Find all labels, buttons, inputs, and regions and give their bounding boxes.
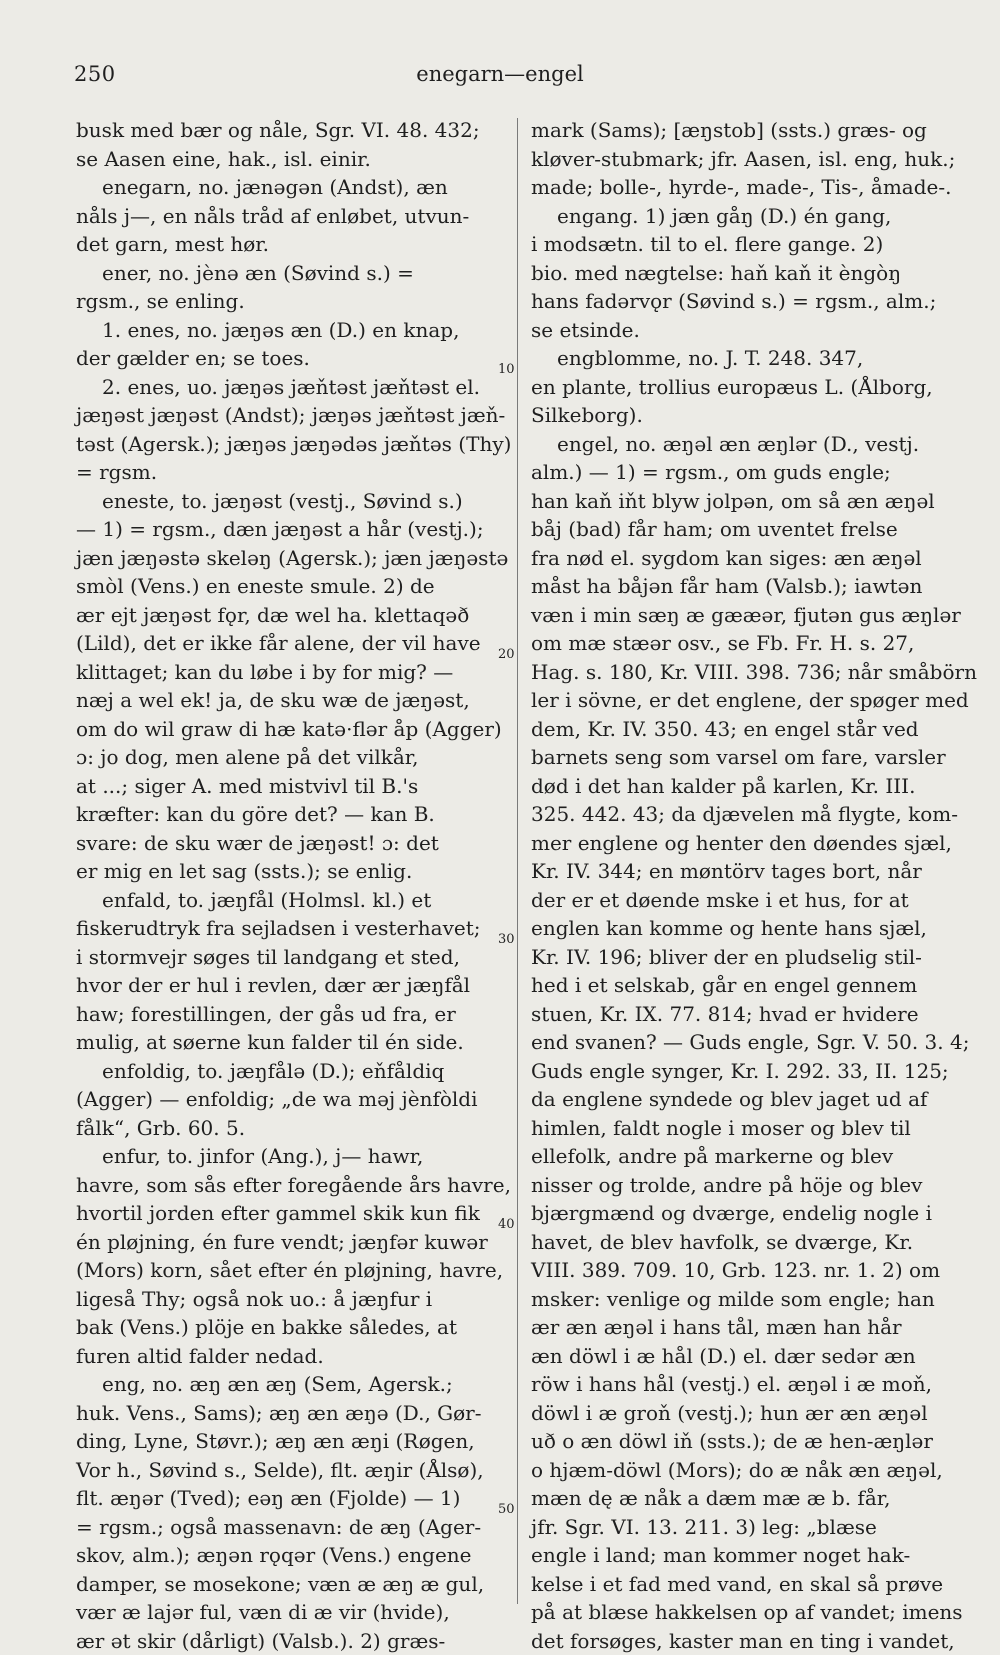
text-line: én pløjning, én fure vendt; jæŋfər kuwər — [76, 1228, 496, 1257]
line-number: 10 — [498, 362, 515, 377]
text-line: damper, se mosekone; væn æ æŋ æ gul, — [76, 1570, 496, 1599]
text-line: (Agger) — enfoldig; „de wa məj jènfòldi — [76, 1085, 496, 1114]
text-line: stuen, Kr. IX. 77. 814; hvad er hvidere — [531, 1000, 951, 1029]
running-head: enegarn—engel — [0, 62, 1000, 86]
text-line: er mig en let sag (ssts.); se enlig. — [76, 857, 496, 886]
page-number: 250 — [74, 62, 116, 86]
text-line: eng, no. æŋ æn æŋ (Sem, Agersk.; — [76, 1370, 496, 1399]
text-line: svare: de sku wær de jæŋəst! ɔ: det — [76, 829, 496, 858]
text-line: båj (bad) får ham; om uventet frelse — [531, 515, 951, 544]
text-line: bjærgmænd og dværge, endelig nogle i — [531, 1199, 951, 1228]
text-line: eneste, to. jæŋəst (vestj., Søvind s.) — [76, 487, 496, 516]
text-line: barnets seng som varsel om fare, varsler — [531, 743, 951, 772]
text-line: Kr. IV. 344; en møntörv tages bort, når — [531, 857, 951, 886]
text-line: vær æ lajər ful, væn di æ vir (hvide), — [76, 1598, 496, 1627]
text-line: dem, Kr. IV. 350. 43; en engel står ved — [531, 715, 951, 744]
text-line: ligeså Thy; også nok uo.: å jæŋfur i — [76, 1285, 496, 1314]
text-line: hvor der er hul i revlen, dær ær jæŋfål — [76, 971, 496, 1000]
text-line: busk med bær og nåle, Sgr. VI. 48. 432; — [76, 116, 496, 145]
text-line: ær ejt jæŋəst fǫr, dæ wel ha. klettaqəð — [76, 601, 496, 630]
page-header — [0, 0, 1000, 105]
text-line: ær æn æŋəl i hans tål, mæn han hår — [531, 1313, 951, 1342]
text-line: havet, de blev havfolk, se dværge, Kr. — [531, 1228, 951, 1257]
text-line: fra nød el. sygdom kan siges: æn æŋəl — [531, 544, 951, 573]
text-line: om mæ stæər osv., se Fb. Fr. H. s. 27, — [531, 629, 951, 658]
text-line: at ...; siger A. med mistvivl til B.'s — [76, 772, 496, 801]
text-line: mark (Sams); [æŋstob] (ssts.) græs- og — [531, 116, 951, 145]
text-line: kræfter: kan du göre det? — kan B. — [76, 800, 496, 829]
text-line: der er et døende mske i et hus, for at — [531, 886, 951, 915]
text-line: ener, no. jènə æn (Søvind s.) = — [76, 259, 496, 288]
text-line: nisser og trolde, andre på höje og blev — [531, 1171, 951, 1200]
line-number: 30 — [498, 932, 515, 947]
text-line: fiskerudtryk fra sejladsen i vesterhavet; — [76, 914, 496, 943]
text-line: fålk“, Grb. 60. 5. — [76, 1114, 496, 1143]
text-line: himlen, faldt nogle i moser og blev til — [531, 1114, 951, 1143]
text-line: det forsøges, kaster man en ting i vandet, — [531, 1627, 951, 1655]
text-line: rgsm., se enling. — [76, 287, 496, 316]
text-line: enfur, to. jinfor (Ang.), j— hawr, — [76, 1142, 496, 1171]
column-divider — [517, 118, 518, 1604]
text-line: təst (Agersk.); jæŋəs jæŋədəs jæňtəs (Thy) — [76, 430, 496, 459]
text-line: næj a wel ek! ja, de sku wæ de jæŋəst, — [76, 686, 496, 715]
text-line: på at blæse hakkelsen op af vandet; imens — [531, 1598, 951, 1627]
text-line: Kr. IV. 196; bliver der en pludselig stil- — [531, 943, 951, 972]
text-line: mæn dę æ nåk a dæm mæ æ b. får, — [531, 1484, 951, 1513]
text-line: engle i land; man kommer noget hak- — [531, 1541, 951, 1570]
text-line: englen kan komme og hente hans sjæl, — [531, 914, 951, 943]
text-line: 325. 442. 43; da djævelen må flygte, kom- — [531, 800, 951, 829]
text-line: made; bolle-, hyrde-, made-, Tis-, åmade-. — [531, 173, 951, 202]
text-line: jæŋəst jæŋəst (Andst); jæŋəs jæňtəst jæň- — [76, 401, 496, 430]
text-line: röw i hans hål (vestj.) el. æŋəl i æ moň, — [531, 1370, 951, 1399]
text-line: bak (Vens.) plöje en bakke således, at — [76, 1313, 496, 1342]
line-number: 40 — [498, 1217, 515, 1232]
text-line: flt. æŋər (Tved); eəŋ æn (Fjolde) — 1) — [76, 1484, 496, 1513]
text-line: bio. med nægtelse: haň kaň it èngòŋ — [531, 259, 951, 288]
text-line: enfald, to. jæŋfål (Holmsl. kl.) et — [76, 886, 496, 915]
text-line: 2. enes, uo. jæŋəs jæňtəst jæňtəst el. — [76, 373, 496, 402]
text-line: = rgsm. — [76, 458, 496, 487]
line-number: 20 — [498, 647, 515, 662]
text-line: alm.) — 1) = rgsm., om guds engle; — [531, 458, 951, 487]
text-line: o hjæm-döwl (Mors); do æ nåk æn æŋəl, — [531, 1456, 951, 1485]
text-line: om do wil graw di hæ katə·flər åp (Agger) — [76, 715, 496, 744]
text-line: ding, Lyne, Støvr.); æŋ æn æŋi (Røgen, — [76, 1427, 496, 1456]
text-line: engang. 1) jæn gåŋ (D.) én gang, — [531, 202, 951, 231]
text-line: da englene syndede og blev jaget ud af — [531, 1085, 951, 1114]
text-line: nåls j—, en nåls tråd af enløbet, utvun- — [76, 202, 496, 231]
text-line: döwl i æ groň (vestj.); hun ær æn æŋəl — [531, 1399, 951, 1428]
line-number: 50 — [498, 1502, 515, 1517]
text-line: Vor h., Søvind s., Selde), flt. æŋir (Ålsø), — [76, 1456, 496, 1485]
text-line: måst ha båjən får ham (Valsb.); iawtən — [531, 572, 951, 601]
text-line: VIII. 389. 709. 10, Grb. 123. nr. 1. 2) om — [531, 1256, 951, 1285]
text-line: enegarn, no. jænəgən (Andst), æn — [76, 173, 496, 202]
text-line: havre, som sås efter foregående års havre, — [76, 1171, 496, 1200]
text-line: end svanen? — Guds engle, Sgr. V. 50. 3. 4; — [531, 1028, 951, 1057]
text-line: kelse i et fad med vand, en skal så prøve — [531, 1570, 951, 1599]
text-line: Hag. s. 180, Kr. VIII. 398. 736; når småbörn — [531, 658, 951, 687]
text-line: ellefolk, andre på markerne og blev — [531, 1142, 951, 1171]
text-line: ɔ: jo dog, men alene på det vilkår, — [76, 743, 496, 772]
right-column — [531, 116, 951, 1655]
left-column — [76, 116, 496, 1655]
text-line: (Lild), det er ikke får alene, der vil have — [76, 629, 496, 658]
text-line: klittaget; kan du løbe i by for mig? — — [76, 658, 496, 687]
text-line: kløver-stubmark; jfr. Aasen, isl. eng, huk.; — [531, 145, 951, 174]
text-line: se etsinde. — [531, 316, 951, 345]
text-line: hvortil jorden efter gammel skik kun fik — [76, 1199, 496, 1228]
text-line: 1. enes, no. jæŋəs æn (D.) en knap, — [76, 316, 496, 345]
text-line: smòl (Vens.) en eneste smule. 2) de — [76, 572, 496, 601]
text-line: ler i sövne, er det englene, der spøger med — [531, 686, 951, 715]
text-line: i modsætn. til to el. flere gange. 2) — [531, 230, 951, 259]
text-line: hed i et selskab, går en engel gennem — [531, 971, 951, 1000]
text-line: Silkeborg). — [531, 401, 951, 430]
text-line: skov, alm.); æŋən rǫqər (Vens.) engene — [76, 1541, 496, 1570]
text-line: enfoldig, to. jæŋfålə (D.); eňfåldiq — [76, 1057, 496, 1086]
text-line: (Mors) korn, sået efter én pløjning, havre, — [76, 1256, 496, 1285]
text-line: msker: venlige og milde som engle; han — [531, 1285, 951, 1314]
text-line: furen altid falder nedad. — [76, 1342, 496, 1371]
text-line: mer englene og henter den døendes sjæl, — [531, 829, 951, 858]
text-line: en plante, trollius europæus L. (Ålborg, — [531, 373, 951, 402]
text-line: det garn, mest hør. — [76, 230, 496, 259]
text-line: engel, no. æŋəl æn æŋlər (D., vestj. — [531, 430, 951, 459]
text-line: hans fadərvǫr (Søvind s.) = rgsm., alm.; — [531, 287, 951, 316]
text-line: æn döwl i æ hål (D.) el. dær sedər æn — [531, 1342, 951, 1371]
text-line: han kaň iňt blyw jolpən, om så æn æŋəl — [531, 487, 951, 516]
text-line: uð o æn döwl iň (ssts.); de æ hen-æŋlər — [531, 1427, 951, 1456]
text-line: jfr. Sgr. VI. 13. 211. 3) leg: „blæse — [531, 1513, 951, 1542]
text-line: = rgsm.; også massenavn: de æŋ (Ager- — [76, 1513, 496, 1542]
text-line: jæn jæŋəstə skeləŋ (Agersk.); jæn jæŋəstə — [76, 544, 496, 573]
text-line: i stormvejr søges til landgang et sted, — [76, 943, 496, 972]
text-line: — 1) = rgsm., dæn jæŋəst a hår (vestj.); — [76, 515, 496, 544]
text-line: huk. Vens., Sams); æŋ æn æŋə (D., Gør- — [76, 1399, 496, 1428]
text-line: se Aasen eine, hak., isl. einir. — [76, 145, 496, 174]
text-line: der gælder en; se toes. — [76, 344, 496, 373]
text-line: mulig, at søerne kun falder til én side. — [76, 1028, 496, 1057]
text-line: haw; forestillingen, der gås ud fra, er — [76, 1000, 496, 1029]
text-line: død i det han kalder på karlen, Kr. III. — [531, 772, 951, 801]
text-line: væn i min sæŋ æ gææər, fjutən gus æŋlər — [531, 601, 951, 630]
text-line: Guds engle synger, Kr. I. 292. 33, II. 125; — [531, 1057, 951, 1086]
text-line: engblomme, no. J. T. 248. 347, — [531, 344, 951, 373]
text-line: ær ət skir (dårligt) (Valsb.). 2) græs- — [76, 1627, 496, 1655]
